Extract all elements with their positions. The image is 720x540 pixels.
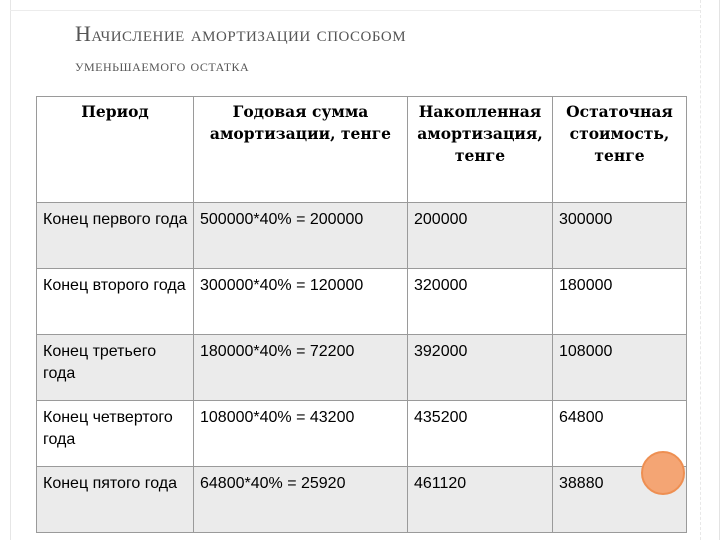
cell-accumulated: 461120 (408, 467, 553, 533)
cell-residual: 64800 (553, 401, 687, 467)
table-header-row (37, 97, 687, 203)
header-annual-amount: Годовая сумма амортизации, тенге (194, 97, 408, 203)
cell-period: Конец первого года (37, 203, 194, 269)
cell-annual-amount: 64800*40% = 25920 (194, 467, 408, 533)
cell-period: Конец четвертого года (37, 401, 194, 467)
table-row (37, 401, 687, 467)
cell-annual-amount: 300000*40% = 120000 (194, 269, 408, 335)
cell-residual: 180000 (553, 269, 687, 335)
cell-annual-amount: 180000*40% = 72200 (194, 335, 408, 401)
cell-residual: 108000 (553, 335, 687, 401)
cell-annual-amount: 500000*40% = 200000 (194, 203, 408, 269)
frame-line-right (700, 0, 701, 540)
header-period: Период (37, 97, 194, 203)
cell-accumulated: 320000 (408, 269, 553, 335)
decorative-circle (641, 451, 685, 495)
table-row (37, 269, 687, 335)
title-line-2: уменьшаемого остатка (75, 56, 250, 75)
header-residual: Остаточная стоимость, тенге (553, 97, 687, 203)
cell-accumulated: 392000 (408, 335, 553, 401)
frame-line-top (10, 10, 700, 11)
table-row (37, 467, 687, 533)
cell-period: Конец пятого года (37, 467, 194, 533)
cell-period: Конец второго года (37, 269, 194, 335)
depreciation-table (36, 96, 687, 533)
cell-residual: 300000 (553, 203, 687, 269)
cell-accumulated: 435200 (408, 401, 553, 467)
cell-residual: 38880 (553, 467, 687, 533)
header-accumulated: Накопленная амортизация, тенге (408, 97, 553, 203)
table-row (37, 335, 687, 401)
cell-period: Конец третьего года (37, 335, 194, 401)
cell-annual-amount: 108000*40% = 43200 (194, 401, 408, 467)
title-line-1: Начисление амортизации способом (75, 21, 407, 46)
slide-title (75, 18, 635, 82)
cell-accumulated: 200000 (408, 203, 553, 269)
table-row (37, 203, 687, 269)
frame-line-left (10, 0, 11, 540)
